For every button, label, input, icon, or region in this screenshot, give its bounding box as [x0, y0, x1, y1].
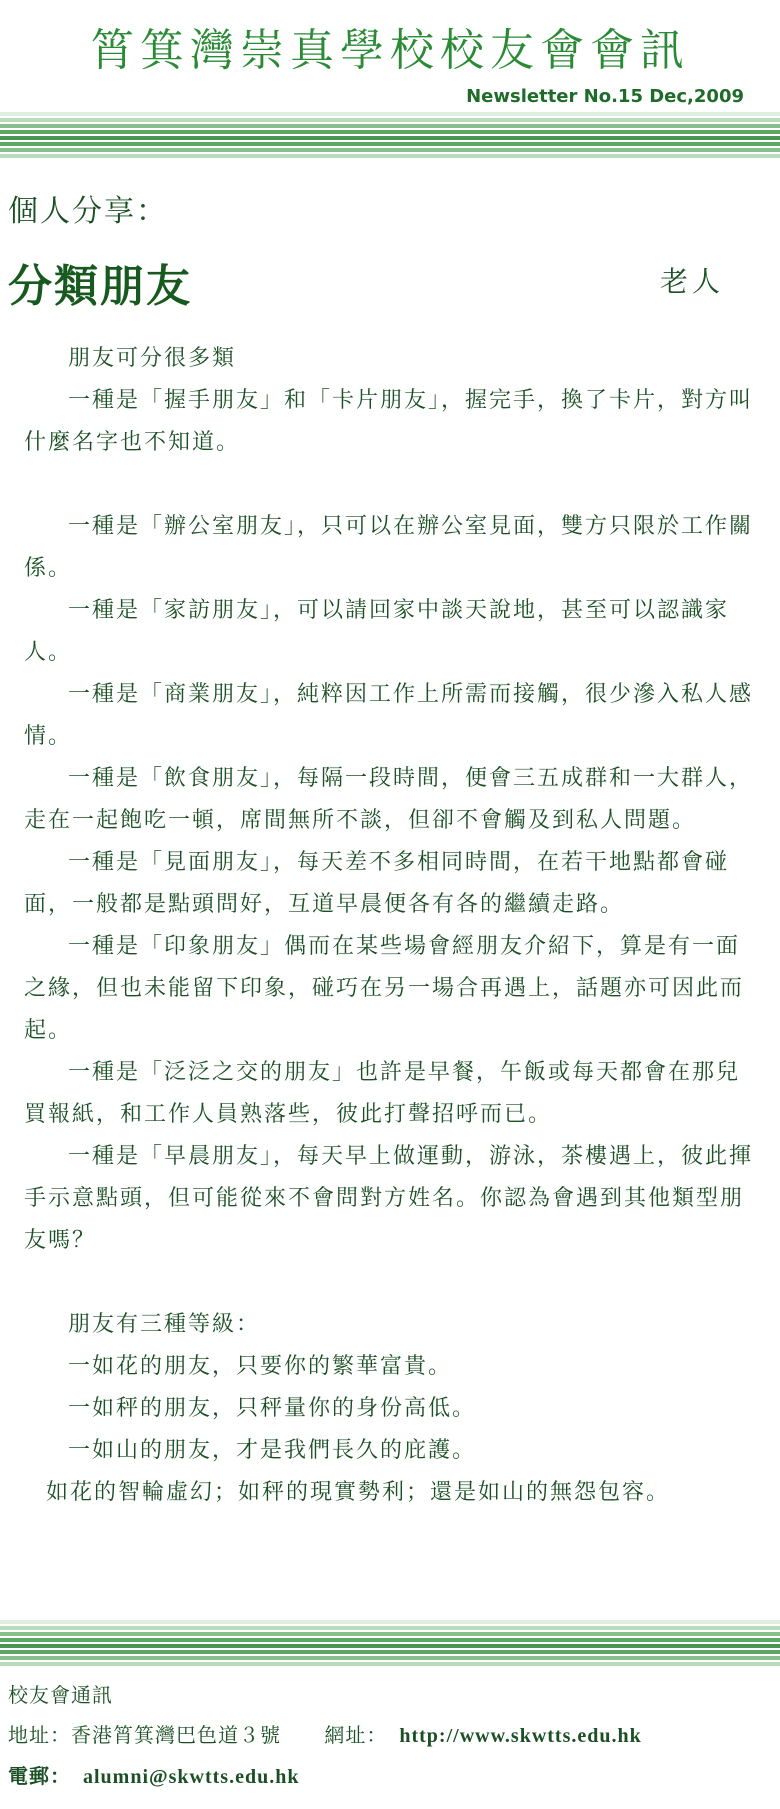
paragraph: 朋友可分很多類: [68, 346, 237, 371]
footer-heading: 校友會通訊: [8, 1683, 113, 1707]
paragraph-gap: [24, 1262, 756, 1304]
masthead-title: 筲箕灣崇真學校校友會會訊: [90, 25, 690, 76]
email-label: 電郵：: [8, 1764, 71, 1788]
header-stripes: [0, 112, 780, 160]
website-link[interactable]: http://www.skwtts.edu.hk: [399, 1725, 642, 1747]
address-label: 地址：: [8, 1723, 71, 1747]
email-link[interactable]: alumni@skwtts.edu.hk: [83, 1766, 300, 1788]
footer-stripes: [0, 1620, 780, 1668]
article-title: 分類朋友: [8, 261, 192, 312]
paragraph: 一如山的朋友，才是我們長久的庇護。: [68, 1438, 477, 1463]
paragraph: 一種是「早晨朋友」，每天早上做運動，游泳，茶樓遇上，彼此揮手示意點頭，但可能從來不會問對方姓名。你認為會遇到其他類型朋友嗎？: [24, 1144, 754, 1253]
address-value: 香港筲箕灣巴色道３號: [71, 1723, 281, 1747]
article-author: 老人: [660, 265, 725, 298]
issue-info: Newsletter No.15 Dec,2009: [466, 86, 744, 107]
paragraph: 朋友有三種等級：: [68, 1312, 261, 1337]
paragraph: 一種是「家訪朋友」，可以請回家中談天說地，甚至可以認識家人。: [24, 598, 730, 665]
footer: [8, 1675, 768, 1797]
paragraph: 一種是「辦公室朋友」，只可以在辦公室見面，雙方只限於工作關係。: [24, 514, 754, 581]
footer-email-row: [8, 1756, 768, 1797]
paragraph: 一種是「握手朋友」和「卡片朋友」，握完手，換了卡片，對方叫什麼名字也不知道。: [24, 388, 754, 455]
paragraph: 一種是「飲食朋友」，每隔一段時間，便會三五成群和一大群人，走在一起飽吃一頓，席間無所不談，但卻不會觸及到私人問題。: [24, 766, 754, 833]
article-body: [24, 338, 756, 1514]
section-label: 個人分享：: [8, 194, 168, 229]
paragraph: 一如秤的朋友，只秤量你的身份高低。: [68, 1396, 477, 1421]
website-label: 網址：: [324, 1723, 388, 1747]
paragraph-gap: [24, 464, 756, 506]
paragraph: 一種是「印象朋友」偶而在某些場會經朋友介紹下，算是有一面之緣，但也未能留下印象，碰巧在另一場合再遇上，話題亦可因此而起。: [24, 934, 745, 1043]
paragraph: 一種是「泛泛之交的朋友」也許是早餐，午飯或每天都會在那兒買報紙，和工作人員熟落些，彼此打聲招呼而已。: [24, 1060, 741, 1127]
paragraph: 一如花的朋友，只要你的繁華富貴。: [68, 1354, 453, 1379]
closing-line: 如花的智輪虛幻；如秤的現實勢利；還是如山的無怨包容。: [46, 1480, 671, 1505]
paragraph: 一種是「見面朋友」，每天差不多相同時間，在若干地點都會碰面，一般都是點頭問好，互道早晨便各有各的繼續走路。: [24, 850, 730, 917]
paragraph: 一種是「商業朋友」，純粹因工作上所需而接觸，很少滲入私人感情。: [24, 682, 754, 749]
footer-address-row: [8, 1715, 768, 1756]
